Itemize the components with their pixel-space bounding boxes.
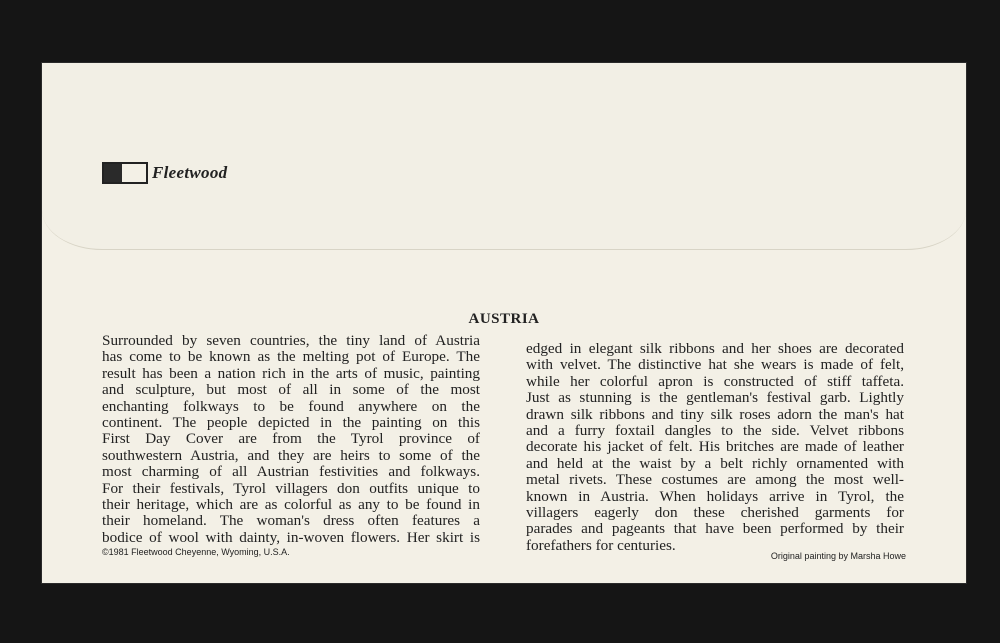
text-column-left (102, 333, 480, 546)
text-line: southwestern Austria, and they are heirs to some of the (102, 446, 480, 464)
logo-text: Fleetwood (152, 163, 228, 182)
copyright-notice: ©1981 Fleetwood Cheyenne, Wyoming, U.S.A. (102, 547, 290, 557)
text-line: bodice of wool with dainty, in-woven flowers. Her skirt is (102, 528, 480, 546)
text-line: parades and pageants that have been performed by their (526, 520, 904, 538)
text-line: enchanting folkways to be found anywhere on the (102, 397, 480, 415)
text-line: villagers eagerly don these cherished garments for (526, 504, 904, 522)
text-line: known in Austria. When holidays arrive in Tyrol, the (526, 487, 904, 505)
text-line: most charming of all Austrian festivities and folkways. (102, 463, 480, 481)
text-line: and held at the waist by a belt richly ornamented with (526, 454, 904, 472)
text-line: Just as stunning is the gentleman's festival garb. Lightly (526, 389, 904, 407)
text-line: while her colorful apron is constructed of stiff taffeta. (526, 372, 904, 390)
text-line: with velvet. The distinctive hat she wears is made of felt, (526, 356, 904, 374)
text-line: For their festivals, Tyrol villagers don outfits unique to (102, 479, 480, 497)
logo-mark-icon (102, 162, 148, 184)
text-line: metal rivets. These costumes are among the most well- (526, 471, 904, 489)
text-line: decorate his jacket of felt. His britches are made of leather (526, 438, 904, 456)
envelope-back (42, 63, 966, 583)
text-line: their heritage, which are as colorful as any to be found in (102, 496, 480, 514)
fleetwood-logo (102, 161, 227, 185)
text-line: edged in elegant silk ribbons and her shoes are decorated (526, 340, 904, 357)
text-line: Surrounded by seven countries, the tiny land of Austria (102, 332, 480, 349)
text-line: continent. The people depicted in the painting on this (102, 414, 480, 432)
text-line: drawn silk ribbons and tiny silk roses adorn the man's hat (526, 405, 904, 423)
text-line: and sculpture, but most of all in some of the most (102, 381, 480, 399)
text-line: result has been a nation rich in the arts of music, painting (102, 364, 480, 382)
text-line: has come to be known as the melting pot of Europe. The (102, 348, 480, 366)
text-column-right (526, 341, 904, 554)
envelope-flap (42, 63, 966, 250)
text-line: forefathers for centuries. (526, 536, 676, 554)
text-line: First Day Cover are from the Tyrol province of (102, 430, 480, 448)
text-line: and a furry foxtail dangles to the side. Velvet ribbons (526, 422, 904, 440)
painting-credit: Original painting by Marsha Howe (770, 551, 906, 561)
text-line: their homeland. The woman's dress often features a (102, 512, 480, 530)
page-title: AUSTRIA (468, 311, 540, 327)
